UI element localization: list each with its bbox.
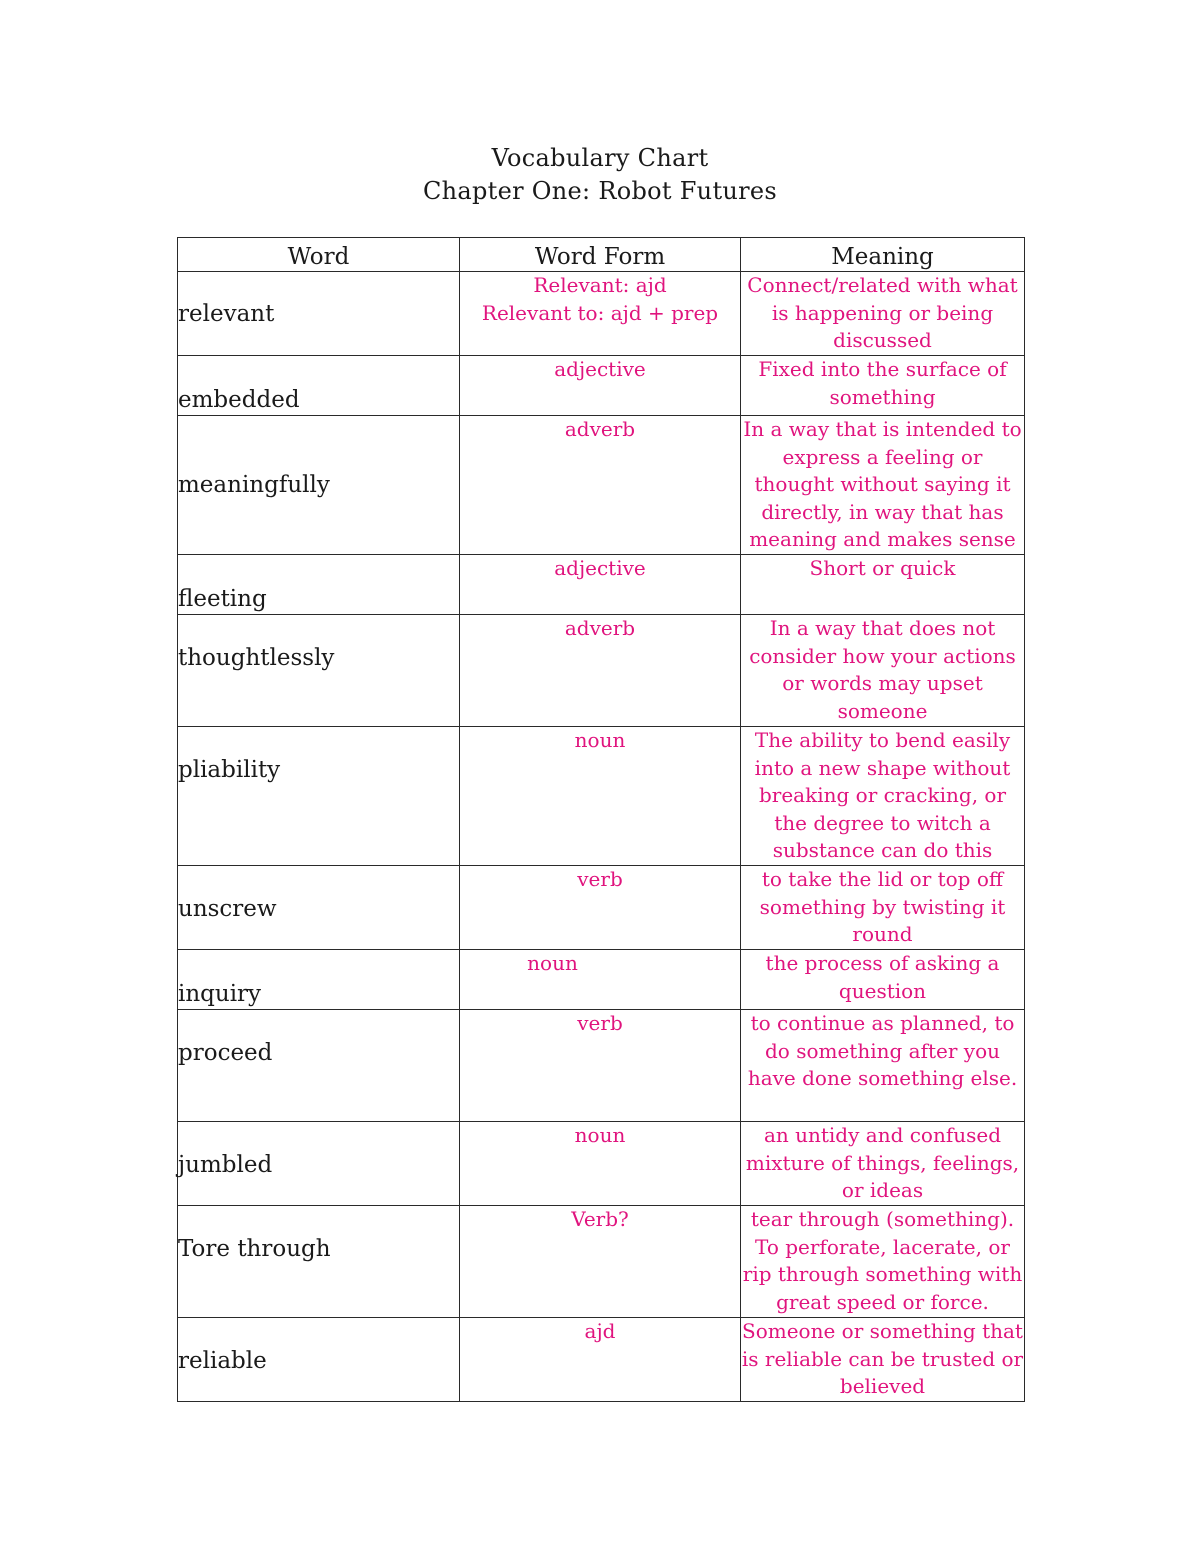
word-form-cell: Verb? (460, 1206, 741, 1318)
table-row (178, 727, 1025, 866)
meaning-cell: Short or quick (741, 555, 1025, 615)
meaning-cell: to continue as planned, to do something after you have done something else. (741, 1010, 1025, 1122)
meaning-cell: Fixed into the surface of something (741, 356, 1025, 416)
word-cell: pliability (178, 727, 460, 866)
word-form-cell: noun (460, 1122, 741, 1206)
document-title-block (0, 142, 1200, 208)
header-word: Word (178, 238, 460, 272)
word-form-cell: noun (460, 727, 741, 866)
meaning-cell: to take the lid or top off something by twisting it round (741, 866, 1025, 950)
word-form-cell: adjective (460, 356, 741, 416)
word-form-cell: adjective (460, 555, 741, 615)
vocabulary-table (177, 237, 1025, 1402)
header-word-form: Word Form (460, 238, 741, 272)
meaning-cell: In a way that does not consider how your actions or words may upset someone (741, 615, 1025, 727)
meaning-cell: In a way that is intended to express a feeling or thought without saying it directly, in way that has meaning and makes sense (741, 416, 1025, 555)
table-header-row (178, 238, 1025, 272)
word-cell: unscrew (178, 866, 460, 950)
word-cell: Tore through (178, 1206, 460, 1318)
word-cell: inquiry (178, 950, 460, 1010)
table-row (178, 356, 1025, 416)
word-cell: relevant (178, 272, 460, 356)
word-cell: meaningfully (178, 416, 460, 555)
table-row (178, 615, 1025, 727)
table-row (178, 1206, 1025, 1318)
meaning-cell: tear through (something). To perforate, lacerate, or rip through something with great speed or force. (741, 1206, 1025, 1318)
word-cell: embedded (178, 356, 460, 416)
word-cell: thoughtlessly (178, 615, 460, 727)
table-row (178, 416, 1025, 555)
document-subtitle: Chapter One: Robot Futures (422, 177, 778, 205)
meaning-cell: Someone or something that is reliable can be trusted or believed (741, 1318, 1025, 1402)
meaning-cell: an untidy and confused mixture of things, feelings, or ideas (741, 1122, 1025, 1206)
table-row (178, 272, 1025, 356)
word-form-cell: verb (460, 1010, 741, 1122)
word-form-cell: adverb (460, 615, 741, 727)
word-form-cell: noun (460, 950, 741, 1010)
table-row (178, 1318, 1025, 1402)
table-row (178, 866, 1025, 950)
word-cell: reliable (178, 1318, 460, 1402)
meaning-cell: The ability to bend easily into a new shape without breaking or cracking, or the degree to witch a substance can do this (741, 727, 1025, 866)
meaning-cell: the process of asking a question (741, 950, 1025, 1010)
table-row (178, 1010, 1025, 1122)
word-form-cell: adverb (460, 416, 741, 555)
word-cell: jumbled (178, 1122, 460, 1206)
word-form-cell: Relevant: ajd Relevant to: ajd + prep (460, 272, 741, 356)
header-meaning: Meaning (741, 238, 1025, 272)
word-form-cell: ajd (460, 1318, 741, 1402)
meaning-cell: Connect/related with what is happening or being discussed (741, 272, 1025, 356)
table-row (178, 950, 1025, 1010)
document-title: Vocabulary Chart (491, 144, 709, 172)
table-row (178, 555, 1025, 615)
word-form-cell: verb (460, 866, 741, 950)
table-row (178, 1122, 1025, 1206)
word-cell: fleeting (178, 555, 460, 615)
word-cell: proceed (178, 1010, 460, 1122)
